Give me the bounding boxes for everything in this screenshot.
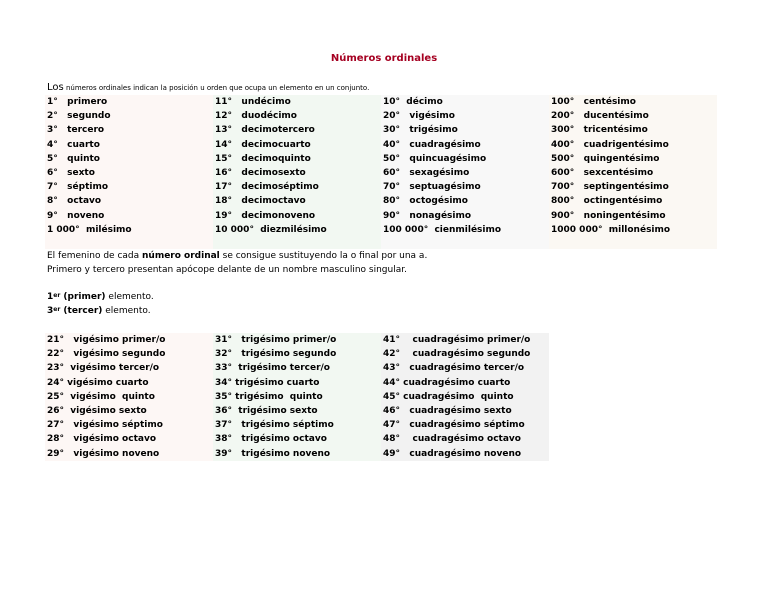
compound-row: 48° cuadragésimo octavo — [383, 434, 521, 445]
compound-row: 46° cuadragésimo sexto — [383, 405, 512, 416]
compound-ordinal-table — [45, 333, 549, 461]
example-tercer-number: 3 — [47, 306, 54, 316]
ordinal-column-3 — [381, 95, 549, 249]
ordinal-row: 18° decimoctavo — [215, 196, 306, 207]
ordinal-row: 500° quingentésimo — [551, 153, 660, 164]
intro-text — [47, 82, 369, 93]
ordinal-row: 30° trigésimo — [383, 125, 458, 136]
ordinal-row: 600° sexcentésimo — [551, 167, 654, 178]
ordinal-column-4 — [549, 95, 717, 249]
example-primer-word: (primer) — [60, 292, 106, 302]
example-tercer-suffix: er — [53, 306, 61, 313]
feminine-note — [47, 251, 427, 261]
ordinal-row: 50° quincuagésimo — [383, 153, 487, 164]
intro-lead: Los — [47, 82, 64, 93]
ordinal-row: 20° vigésimo — [383, 111, 455, 122]
compound-column-20s — [45, 333, 213, 461]
ordinal-row: 400° cuadrigentésimo — [551, 139, 669, 150]
ordinal-row: 900° noningentésimo — [551, 210, 666, 221]
ordinal-row: 700° septingentésimo — [551, 182, 669, 193]
ordinal-row: 1000 000° millonésimo — [551, 224, 671, 235]
compound-row: 47° cuadragésimo séptimo — [383, 420, 525, 431]
ordinal-row: 12° duodécimo — [215, 111, 297, 122]
ordinal-row: 60° sexagésimo — [383, 167, 470, 178]
compound-row: 45° cuadragésimo quinto — [383, 391, 514, 402]
ordinal-row: 8° octavo — [47, 196, 102, 207]
compound-row: 22° vigésimo segundo — [47, 349, 166, 360]
compound-row: 34° trigésimo cuarto — [215, 377, 320, 388]
ordinal-row: 10 000° diezmilésimo — [215, 224, 327, 235]
example-tercer-rest: elemento. — [102, 306, 151, 316]
compound-row: 36° trigésimo sexto — [215, 405, 318, 416]
ordinal-row: 1° primero — [47, 97, 108, 107]
compound-row: 32° trigésimo segundo — [215, 349, 337, 360]
ordinal-row: 70° septuagésimo — [383, 182, 481, 193]
compound-column-40s — [381, 333, 549, 461]
ordinal-table — [45, 95, 717, 249]
compound-row: 26° vigésimo sexto — [47, 405, 147, 416]
feminine-note-end: se consigue sustituyendo la o final por una a. — [219, 251, 428, 261]
ordinal-column-2 — [213, 95, 381, 249]
example-primer-suffix: er — [53, 292, 61, 299]
ordinal-row: 13° decimotercero — [215, 125, 315, 136]
example-primer-rest: elemento. — [105, 292, 154, 302]
ordinal-row: 1 000° milésimo — [47, 224, 132, 235]
ordinal-row: 19° decimonoveno — [215, 210, 316, 221]
ordinal-row: 7° séptimo — [47, 182, 109, 193]
compound-row: 35° trigésimo quinto — [215, 391, 323, 402]
compound-row: 49° cuadragésimo noveno — [383, 448, 522, 459]
ordinal-row: 16° decimosexto — [215, 167, 306, 178]
example-primer-number: 1 — [47, 292, 54, 302]
ordinal-row: 300° tricentésimo — [551, 125, 648, 136]
compound-row: 29° vigésimo noveno — [47, 448, 160, 459]
example-primer — [47, 292, 154, 302]
ordinal-row: 9° noveno — [47, 210, 105, 221]
ordinal-row: 200° ducentésimo — [551, 111, 649, 122]
compound-row: 24° vigésimo cuarto — [47, 377, 149, 388]
ordinal-row: 2° segundo — [47, 111, 111, 122]
ordinal-row: 14° decimocuarto — [215, 139, 311, 150]
ordinal-row: 6° sexto — [47, 167, 95, 178]
compound-row: 41° cuadragésimo primer/o — [383, 335, 531, 345]
ordinal-row: 80° octogésimo — [383, 196, 468, 207]
page-title: Números ordinales — [330, 53, 438, 64]
compound-row: 37° trigésimo séptimo — [215, 420, 334, 431]
ordinal-row: 800° octingentésimo — [551, 196, 663, 207]
intro-body: números ordinales indican la posición u orden que ocupa un elemento en un conjunto. — [63, 84, 370, 92]
compound-row: 27° vigésimo séptimo — [47, 420, 163, 431]
example-tercer-word: (tercer) — [60, 306, 103, 316]
compound-row: 33° trigésimo tercer/o — [215, 363, 330, 374]
compound-row: 31° trigésimo primer/o — [215, 335, 337, 345]
compound-row: 38° trigésimo octavo — [215, 434, 327, 445]
feminine-note-start: El femenino de cada — [47, 251, 142, 261]
apocope-note: Primero y tercero presentan apócope delante de un nombre masculino singular. — [47, 265, 407, 275]
ordinal-row: 90° nonagésimo — [383, 210, 472, 221]
ordinal-row: 10° décimo — [383, 97, 443, 107]
compound-row: 39° trigésimo noveno — [215, 448, 331, 459]
compound-row: 42° cuadragésimo segundo — [383, 349, 531, 360]
ordinal-row: 15° decimoquinto — [215, 153, 311, 164]
ordinal-row: 40° cuadragésimo — [383, 139, 481, 150]
example-tercer — [47, 306, 151, 316]
ordinal-row: 100° centésimo — [551, 97, 636, 107]
compound-row: 23° vigésimo tercer/o — [47, 363, 160, 374]
compound-row: 43° cuadragésimo tercer/o — [383, 363, 525, 374]
ordinal-row: 3° tercero — [47, 125, 105, 136]
compound-row: 25° vigésimo quinto — [47, 391, 155, 402]
ordinal-row: 100 000° cienmilésimo — [383, 224, 502, 235]
ordinal-row: 4° cuarto — [47, 139, 100, 150]
compound-row: 44° cuadragésimo cuarto — [383, 377, 511, 388]
compound-row: 21° vigésimo primer/o — [47, 335, 166, 345]
ordinal-row: 17° decimoséptimo — [215, 182, 319, 193]
compound-row: 28° vigésimo octavo — [47, 434, 157, 445]
feminine-note-term: número ordinal — [142, 251, 220, 261]
ordinal-row: 5° quinto — [47, 153, 100, 164]
ordinal-column-1 — [45, 95, 213, 249]
ordinal-row: 11° undécimo — [215, 97, 291, 107]
compound-column-30s — [213, 333, 381, 461]
